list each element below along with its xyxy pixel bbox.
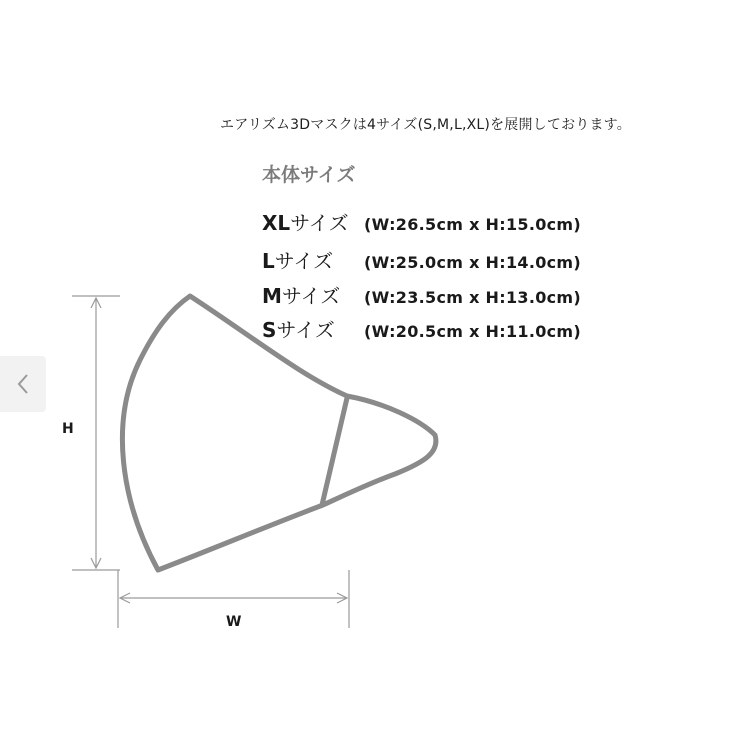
size-dimensions: (W:20.5cm x H:11.0cm) [364,322,581,341]
intro-text: エアリズム3Dマスクは4サイズ(S,M,L,XL)を展開しております。 [220,117,631,133]
height-label: H [62,421,74,437]
size-code: XL [262,211,291,235]
size-dimensions: (W:25.0cm x H:14.0cm) [364,253,581,272]
size-code: L [262,249,275,273]
height-dimension [72,296,120,570]
size-suffix: サイズ [281,284,341,308]
size-suffix: サイズ [290,211,349,235]
mask-outline [122,296,436,570]
size-suffix: サイズ [276,318,335,342]
size-dimensions: (W:23.5cm x H:13.0cm) [364,288,581,307]
size-code: M [262,284,282,308]
size-dimensions: (W:26.5cm x H:15.0cm) [364,215,581,234]
section-title: 本体サイズ [262,164,356,186]
size-suffix: サイズ [274,249,334,273]
mask-seam [322,398,347,505]
size-code: S [262,318,277,342]
width-label: W [226,614,242,630]
